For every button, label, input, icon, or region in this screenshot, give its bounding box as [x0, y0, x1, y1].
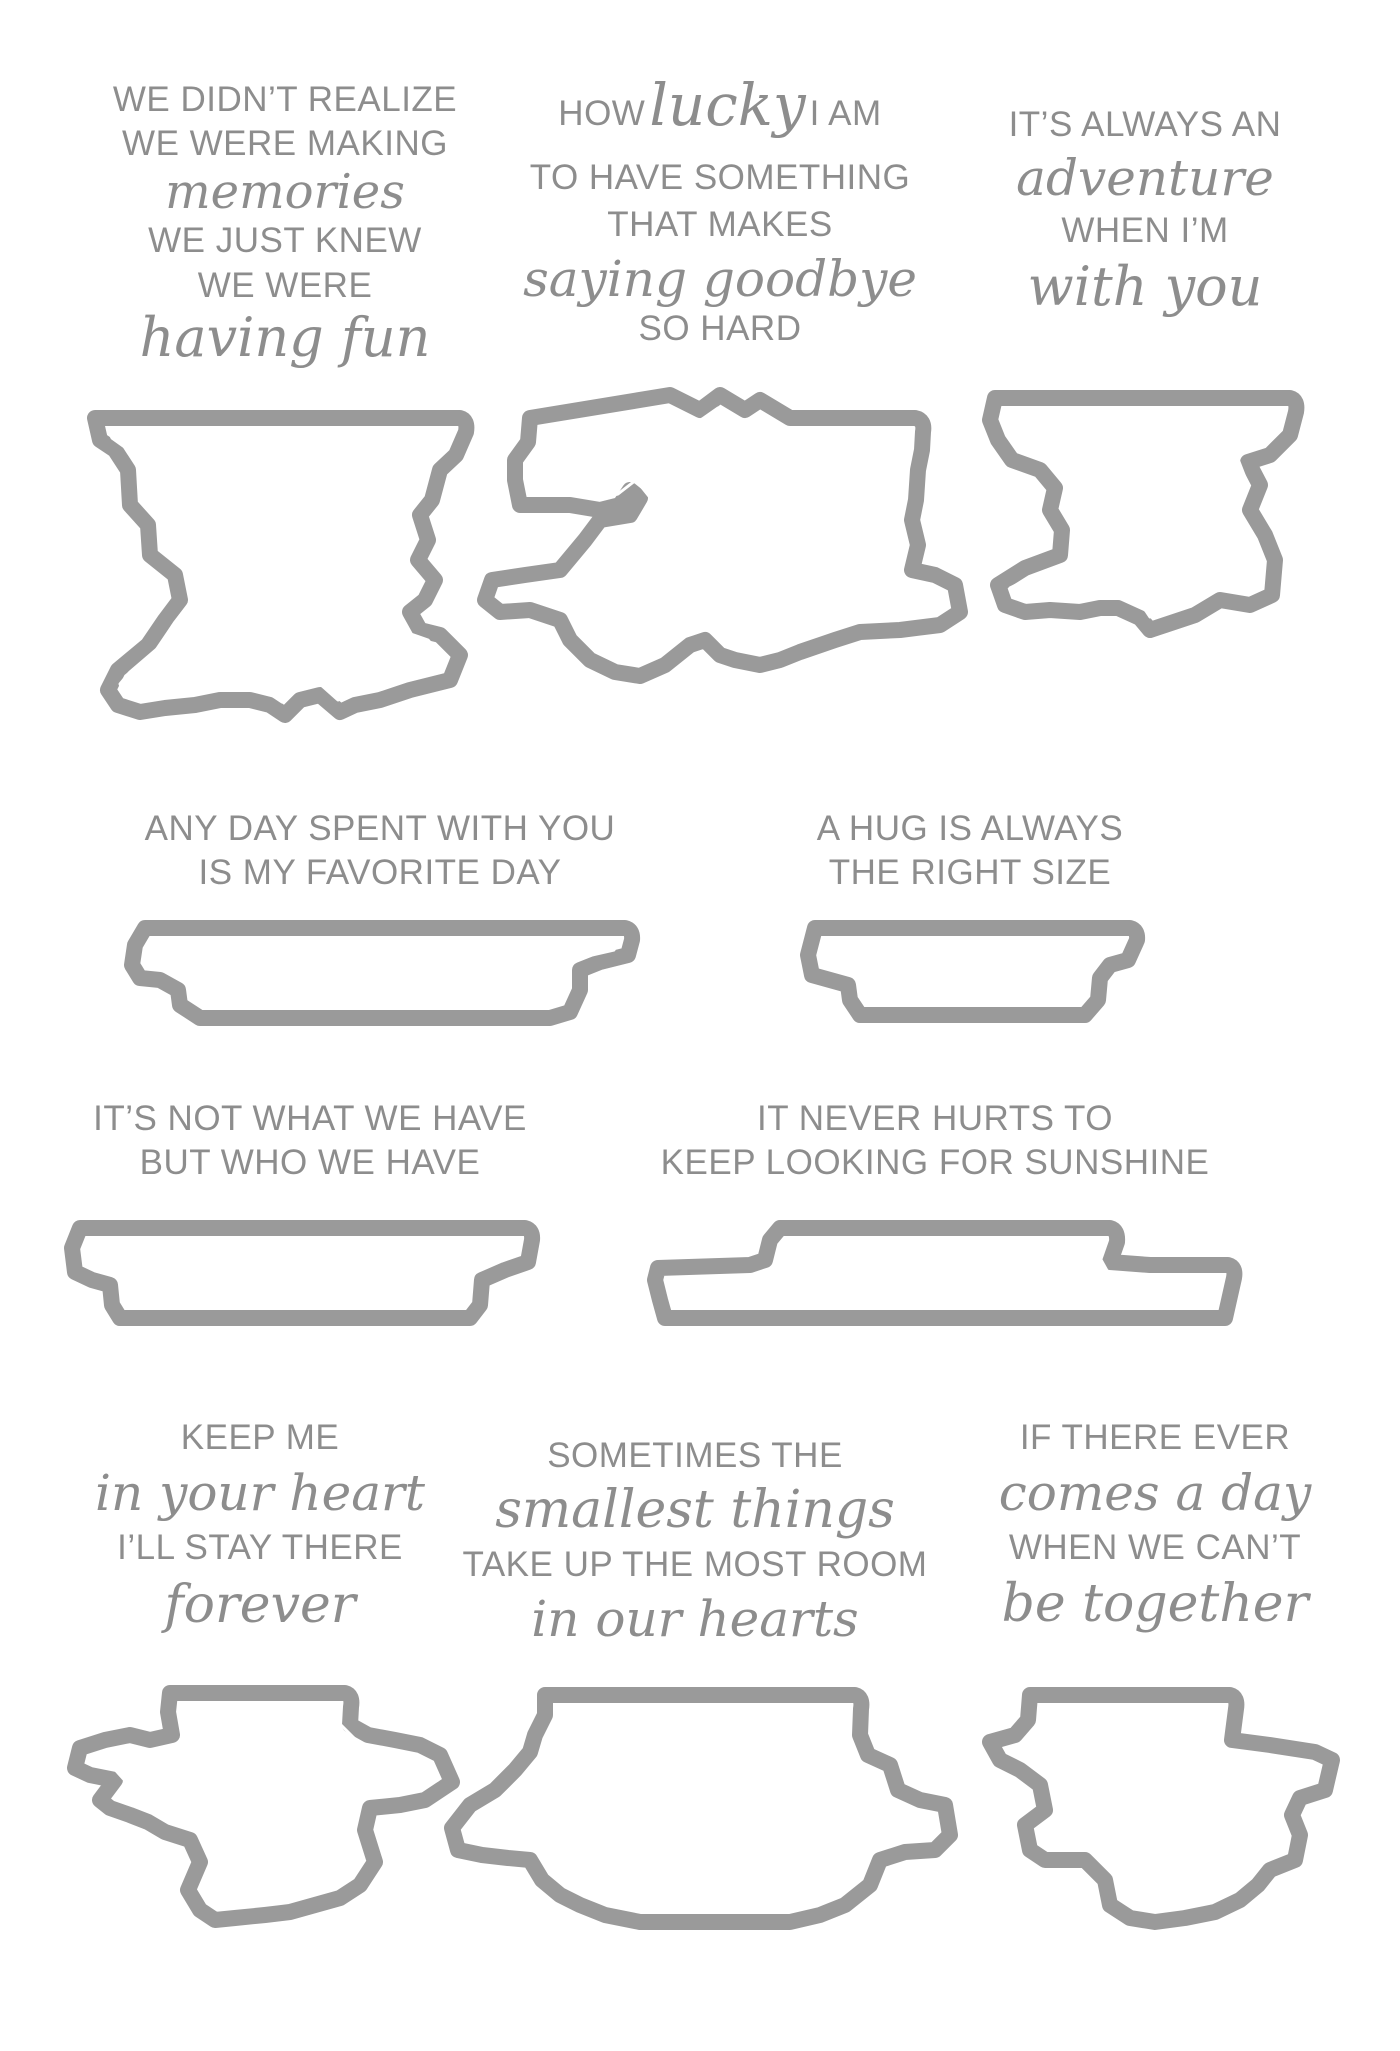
sentiment-line: WE JUST KNEW	[148, 221, 422, 260]
sentiment-script-line: smallest things	[495, 1480, 895, 1540]
sentiment-line: WE WERE MAKING	[122, 124, 448, 163]
sentiment-line: BUT WHO WE HAVE	[139, 1143, 481, 1182]
sentiment-line: TO HAVE SOMETHING	[529, 158, 911, 197]
sentiment-line: THE RIGHT SIZE	[828, 853, 1112, 892]
sentiment-script-line: forever	[164, 1575, 356, 1635]
die-memories	[95, 418, 466, 715]
sentiment-line: IF THERE EVER	[1019, 1418, 1291, 1457]
sentiment-word: I AM	[809, 94, 882, 133]
sentiment-script-line: with you	[1027, 255, 1263, 318]
sentiment-line: KEEP LOOKING FOR SUNSHINE	[660, 1143, 1210, 1182]
sentiment-line: I’LL STAY THERE	[117, 1528, 403, 1567]
sentiment-script-word: lucky	[649, 71, 806, 139]
sentiment-line: KEEP ME	[180, 1418, 340, 1457]
sentiment-script-line: adventure	[1016, 149, 1274, 207]
sentiment-line: WHEN WE CAN’T	[1008, 1528, 1302, 1567]
die-smallest-things	[452, 1695, 950, 1922]
sentiment-line: IT’S ALWAYS AN	[1008, 105, 1282, 144]
sentiment-line: SOMETIMES THE	[547, 1436, 843, 1475]
sentiment-script-line: memories	[165, 164, 405, 220]
sentiment-script-line: in our hearts	[531, 1590, 859, 1648]
die-be-together	[990, 1695, 1332, 1922]
sentiment-line: WE DIDN’T REALIZE	[112, 80, 458, 119]
sentiment-word: HOW	[558, 94, 646, 133]
sentiment-line: A HUG IS ALWAYS	[816, 809, 1124, 848]
die-saying-goodbye	[485, 395, 960, 676]
die-sunshine	[655, 1228, 1234, 1318]
sentiment-script-line: saying goodbye	[523, 250, 917, 308]
sentiment-line: ANY DAY SPENT WITH YOU	[144, 809, 616, 848]
die-in-your-heart	[75, 1693, 452, 1920]
die-who-we-have	[72, 1228, 532, 1318]
sentiment-script-line: in your heart	[94, 1464, 426, 1522]
sentiment-line: TAKE UP THE MOST ROOM	[462, 1545, 928, 1584]
die-adventure	[990, 398, 1296, 630]
sentiment-script-line: having fun	[139, 306, 431, 369]
sentiment-script-line: comes a day	[998, 1464, 1312, 1522]
die-favorite-day	[132, 928, 632, 1018]
die-hug	[808, 928, 1137, 1015]
sentiment-line: IS MY FAVORITE DAY	[198, 853, 562, 892]
sentiment-script-line: be together	[1001, 1574, 1309, 1634]
sentiment-line: IT’S NOT WHAT WE HAVE	[93, 1099, 527, 1138]
sentiment-line: WHEN I’M	[1061, 211, 1229, 250]
sentiment-line: WE WERE	[197, 266, 373, 305]
sentiment-line: SO HARD	[638, 309, 802, 348]
sentiment-line: THAT MAKES	[607, 205, 833, 244]
sentiment-line: IT NEVER HURTS TO	[757, 1099, 1113, 1138]
